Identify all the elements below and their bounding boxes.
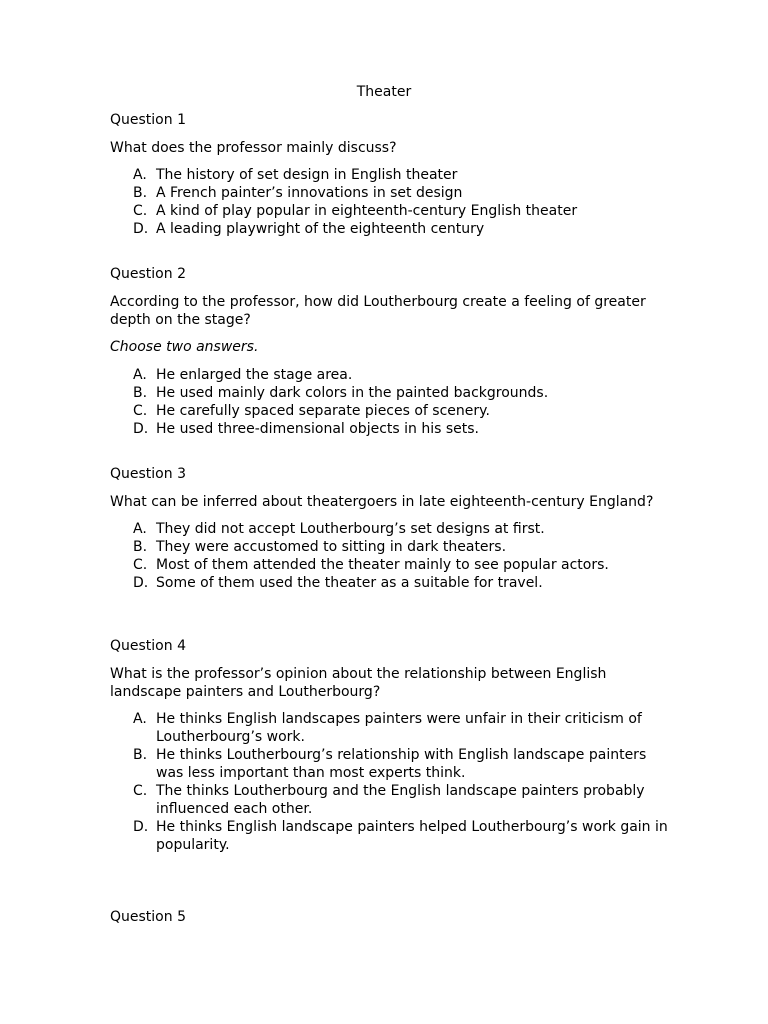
answer-option (110, 402, 670, 420)
option-letter: C. (133, 783, 148, 799)
question-label: Question 4 (110, 638, 186, 654)
option-letter: C. (133, 203, 148, 219)
answer-option (110, 202, 670, 220)
option-text: Some of them used the theater as a suitable for travel. (156, 575, 543, 591)
question-prompt: What is the professor’s opinion about the relationship between English landscape painters and Loutherbourg? (110, 665, 607, 700)
answer-option (110, 184, 670, 202)
option-text: A kind of play popular in eighteenth-century English theater (156, 203, 578, 219)
answer-option (110, 710, 670, 746)
option-text: A leading playwright of the eighteenth century (156, 221, 485, 237)
option-text: The history of set design in English theater (156, 167, 458, 183)
option-text: He used three-dimensional objects in his sets. (156, 420, 479, 437)
option-letter: B. (133, 747, 148, 763)
question-2 (110, 265, 670, 438)
question-5 (110, 908, 670, 926)
answer-option (110, 746, 670, 782)
question-prompt: According to the professor, how did Loutherbourg create a feeling of greater depth on the stage? (110, 293, 646, 328)
option-text: A French painter’s innovations in set design (156, 185, 463, 201)
option-letter: B. (133, 384, 148, 401)
option-letter: C. (133, 557, 148, 573)
question-label: Question 3 (110, 466, 186, 482)
answer-option (110, 574, 670, 592)
option-text: Most of them attended the theater mainly to see popular actors. (156, 557, 609, 573)
option-letter: A. (133, 521, 147, 537)
answer-options (110, 366, 670, 438)
question-label: Question 1 (110, 112, 186, 128)
option-text: He enlarged the stage area. (156, 366, 353, 383)
option-letter: D. (133, 819, 149, 835)
question-1 (110, 111, 670, 238)
question-4 (110, 637, 670, 854)
option-text: The thinks Loutherbourg and the English landscape painters probably influenced each other. (156, 783, 645, 817)
option-letter: D. (133, 221, 149, 237)
answer-option (110, 166, 670, 184)
question-3 (110, 465, 670, 592)
option-letter: C. (133, 402, 148, 419)
answer-options (110, 710, 670, 854)
option-text: He used mainly dark colors in the painted backgrounds. (156, 384, 549, 401)
option-letter: B. (133, 539, 148, 555)
option-text: They were accustomed to sitting in dark theaters. (156, 539, 507, 555)
option-text: He thinks Loutherbourg’s relationship with English landscape painters was less important than most experts think. (156, 747, 647, 781)
answer-option (110, 366, 670, 384)
option-letter: A. (133, 366, 147, 383)
question-prompt: What can be inferred about theatergoers in late eighteenth-century England? (110, 493, 654, 510)
answer-options (110, 166, 670, 238)
answer-option (110, 782, 670, 818)
answer-option (110, 420, 670, 438)
option-text: He thinks English landscape painters helped Loutherbourg’s work gain in popularity. (156, 819, 668, 853)
option-text: They did not accept Loutherbourg’s set designs at first. (156, 521, 545, 537)
answer-option (110, 384, 670, 402)
answer-option (110, 556, 670, 574)
answer-option (110, 220, 670, 238)
question-prompt: What does the professor mainly discuss? (110, 139, 397, 156)
question-instruction: Choose two answers. (110, 339, 259, 355)
answer-option (110, 818, 670, 854)
option-text: He thinks English landscapes painters were unfair in their criticism of Loutherbourg’s work. (156, 711, 642, 745)
option-text: He carefully spaced separate pieces of scenery. (156, 402, 490, 419)
option-letter: D. (133, 575, 149, 591)
option-letter: D. (133, 420, 149, 437)
option-letter: A. (133, 167, 147, 183)
question-label: Question 2 (110, 266, 186, 282)
option-letter: A. (133, 711, 147, 727)
document-title: Theater (356, 84, 412, 100)
answer-options (110, 520, 670, 592)
answer-option (110, 520, 670, 538)
answer-option (110, 538, 670, 556)
option-letter: B. (133, 185, 148, 201)
question-label: Question 5 (110, 909, 186, 925)
